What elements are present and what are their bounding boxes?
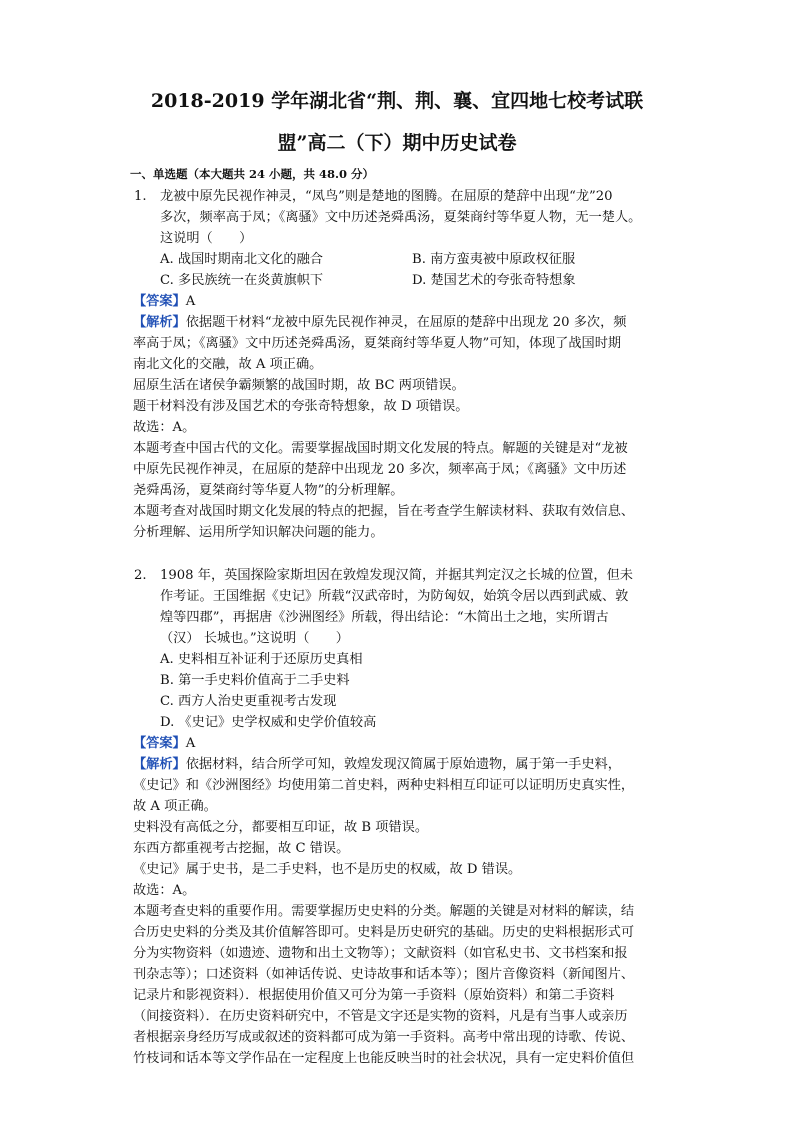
analysis-label: 【解析】: [133, 315, 186, 330]
q2-stem-line: 煌等四郡”，再据唐《沙洲图经》所载，得出结论：“木简出土之地，实所谓古: [160, 610, 609, 625]
q1-analysis-line: 率高于凤；《离骚》文中历述尧舜禹汤，夏桀商纣等华夏人物”可知，体现了战国时期: [133, 336, 622, 351]
q1-analysis-line: 分析理解、运用所学知识解决问题的能力。: [133, 525, 384, 540]
q2-analysis-text: 依据材料，结合所学可知，敦煌发现汉简属于原始遗物，属于第一手史料，: [185, 757, 621, 772]
q2-analysis-line: 者根据亲身经历写成或叙述的资料都可成为第一手资料。高考中常出现的诗歌、传说、: [133, 1030, 635, 1045]
q2-analysis-line: 《史记》和《沙洲图经》均使用第二首史料，两种史料相互印证可以证明历史真实性，: [133, 778, 635, 793]
q1-option-b: B. 南方蛮夷被中原政权征服: [412, 252, 576, 267]
q2-option-d: D. 《史记》史学权威和史学价值较高: [160, 715, 377, 730]
q1-stem-line: 龙被中原先民视作神灵，“凤鸟”则是楚地的图腾。在屈原的楚辞中出现“龙”20: [160, 189, 613, 204]
q1-analysis-line: [133, 316, 626, 329]
q1-analysis-line: 屈原生活在诸侯争霸频繁的战国时期，故 BC 两项错误。: [133, 378, 465, 393]
q2-answer: [133, 737, 195, 750]
q2-analysis-line: 刊杂志等）；口述资料（如神话传说、史诗故事和话本等）；图片音像资料（新闻图片、: [133, 967, 635, 982]
q2-analysis-line: [133, 758, 621, 771]
analysis-label: 【解析】: [133, 757, 186, 772]
q2-analysis-line: 记录片和影视资料）．根据使用价值又可分为第一手资料（原始资料）和第二手资料: [133, 988, 615, 1003]
q2-analysis-line: 故 A 项正确。: [133, 799, 217, 814]
section-header: 一、单选题（本大题共 24 小题，共 48.0 分）: [130, 167, 375, 181]
q2-stem-line: 1908 年，英国探险家斯坦因在敦煌发现汉简，并据其判定汉之长城的位置，但未: [160, 568, 633, 583]
q2-analysis-line: 东西方都重视考古挖掘，故 C 错误。: [133, 841, 350, 856]
q1-analysis-line: 本题考查对战国时期文化发展的特点的把握，旨在考查学生解读材料、获取有效信息、: [133, 504, 635, 519]
answer-label: 【答案】: [133, 736, 186, 751]
q2-analysis-line: 本题考查史料的重要作用。需要掌握历史史料的分类。解题的关键是对材料的解读，结: [133, 904, 635, 919]
q2-analysis-line: 史料没有高低之分，都要相互印证，故 B 项错误。: [133, 820, 429, 835]
q1-analysis-line: 中原先民视作神灵，在屈原的楚辞中出现龙 20 多次，频率高于凤；《离骚》文中历述: [133, 462, 627, 477]
q2-option-b: B. 第一手史料价值高于二手史料: [160, 673, 350, 688]
q1-option-c: C. 多民族统一在炎黄旗帜下: [160, 273, 324, 288]
q1-analysis-line: 南北文化的交融，故 A 项正确。: [133, 357, 323, 372]
q2-stem-line: 作考证。王国维据《史记》所载“汉武帝时，为防匈奴，始筑令居以西到武威、敦: [160, 589, 629, 604]
answer-label: 【答案】: [133, 294, 186, 309]
q2-analysis-line: 《史记》属于史书，是二手史料，也不是历史的权威，故 D 错误。: [133, 862, 522, 877]
q1-stem-line: 这说明（ ）: [160, 231, 253, 246]
q1-option-d: D. 楚国艺术的夸张奇特想象: [412, 273, 576, 288]
q1-analysis-text: 依据题干材料“龙被中原先民视作神灵，在屈原的楚辞中出现龙 20 多次，频: [185, 315, 627, 330]
q1-analysis-line: 题干材料没有涉及国艺术的夸张奇特想象，故 D 项错误。: [133, 399, 469, 414]
title-line-2: 盟”高二（下）期中历史试卷: [277, 132, 517, 154]
question-2-number: 2.: [134, 568, 147, 583]
q2-option-a: A. 史料相互补证利于还原历史真相: [160, 652, 363, 667]
q2-analysis-line: 故选：A。: [133, 883, 196, 898]
q1-stem-line: 多次，频率高于凤；《离骚》文中历述尧舜禹汤，夏桀商纣等华夏人物，无一楚人。: [160, 210, 642, 225]
title-line-1: 2018-2019 学年湖北省“荆、荆、襄、宜四地七校考试联: [150, 90, 644, 112]
q1-answer: [133, 295, 195, 308]
q1-analysis-line: 尧舜禹汤，夏桀商纣等华夏人物”的分析理解。: [133, 483, 404, 498]
q1-option-a: A. 战国时期南北文化的融合: [160, 252, 323, 267]
q2-stem-line: （汉） 长城也。”这说明（ ）: [160, 631, 349, 646]
q1-answer-value: A: [185, 294, 196, 309]
q2-analysis-line: 合历史史料的分类及其价值解答即可。史料是历史研究的基础。历史的史料根据形式可: [133, 925, 635, 940]
q1-analysis-line: 本题考查中国古代的文化。需要掌握战国时期文化发展的特点。解题的关键是对“龙被: [133, 441, 628, 456]
q2-option-c: C. 西方人治史更重视考古发现: [160, 694, 337, 709]
q1-analysis-line: 故选：A。: [133, 420, 196, 435]
q2-analysis-line: 竹枝词和话本等文学作品在一定程度上也能反映当时的社会状况，具有一定史料价值但: [133, 1051, 635, 1066]
q2-answer-value: A: [185, 736, 196, 751]
question-1-number: 1.: [134, 189, 147, 204]
q2-analysis-line: （间接资料）．在历史资料研究中，不管是文字还是实物的资料，凡是有当事人或亲历: [133, 1009, 628, 1024]
q2-analysis-line: 分为实物资料（如遗迹、遗物和出土文物等）；文献资料（如官私史书、文书档案和报: [133, 946, 628, 961]
